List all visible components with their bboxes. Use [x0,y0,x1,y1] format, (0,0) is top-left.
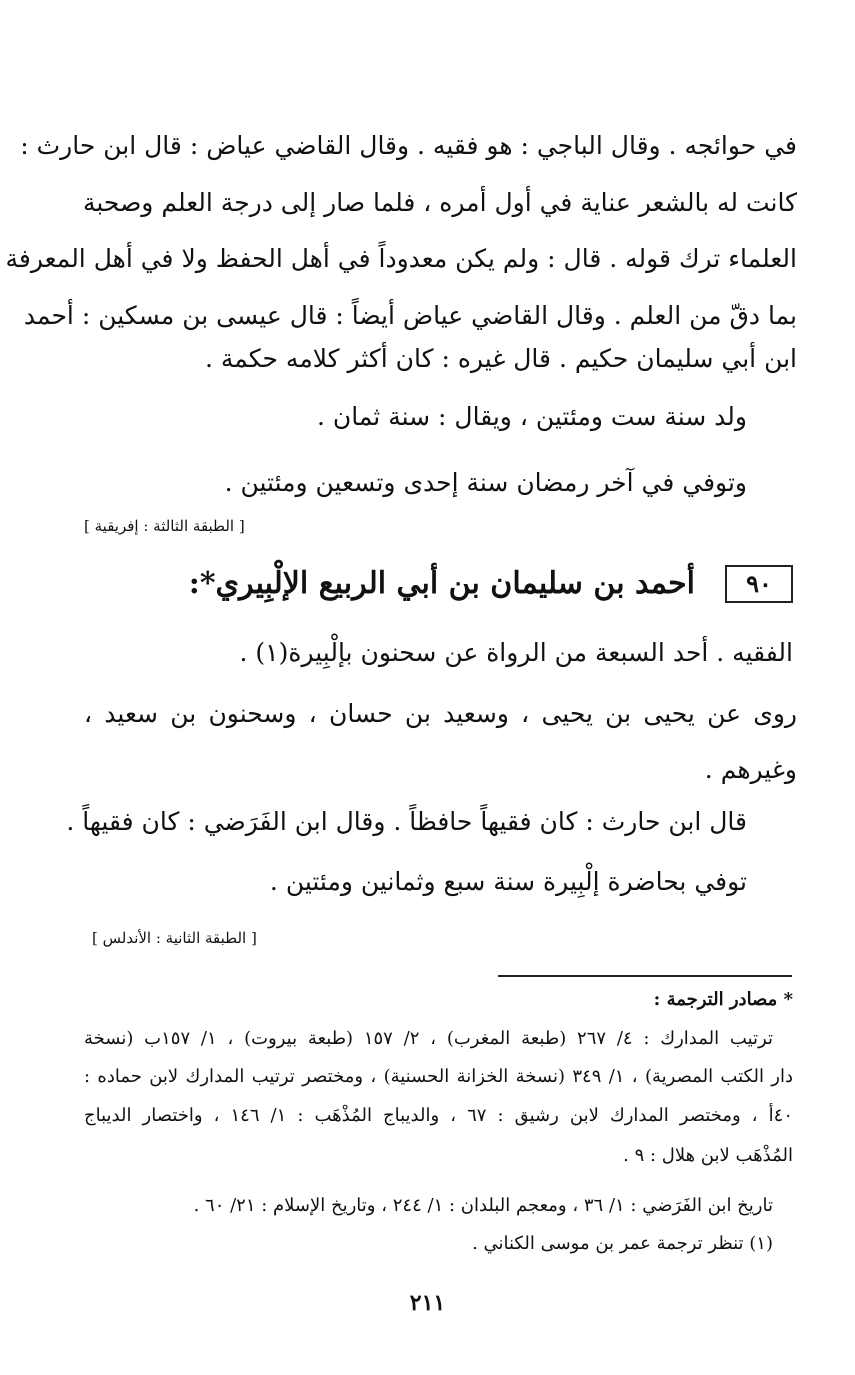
entry-number-box: ٩٠ [725,565,793,603]
footnote-separator [498,975,792,977]
footnote-line: ٤٠أ ، ومختصر المدارك لابن رشيق : ٦٧ ، والديباج المُذْهَب : ١/ ١٤٦ ، واختصار الديباج [84,1105,793,1126]
body-line: العلماء ترك قوله . قال : ولم يكن معدوداً في أهل الحفظ ولا في أهل المعرفة [5,244,797,273]
entry-heading [84,560,793,610]
entry-title: أحمد بن سليمان بن أبي الربيع الإلْبِيري*: [188,566,695,601]
body-line: وتوفي في آخر رمضان سنة إحدى وتسعين ومئتين . [224,468,747,497]
footnote-line: دار الكتب المصرية) ، ١/ ٣٤٩ (نسخة الخزانة الحسنية) ، ومختصر ترتيب المدارك لابن حماده : [84,1066,794,1087]
body-line: ابن أبي سليمان حكيم . قال غيره : كان أكثر كلامه حكمة . [204,344,797,373]
entry-line: قال ابن حارث : كان فقيهاً حافظاً . وقال ابن الفَرَضي : كان فقيهاً . [66,807,747,836]
page-number: ٢١١ [409,1290,446,1316]
footnote-line: تاريخ ابن الفَرَضي : ١/ ٣٦ ، ومعجم البلدان : ١/ ٢٤٤ ، وتاريخ الإسلام : ٢١/ ٦٠ . [193,1195,773,1216]
body-line: كانت له بالشعر عناية في أول أمره ، فلما صار إلى درجة العلم وصحبة [82,188,797,217]
entry-line: وغيرهم . [704,755,797,784]
body-line: ولد سنة ست ومئتين ، ويقال : سنة ثمان . [316,402,747,431]
footnote-line: ترتيب المدارك : ٤/ ٢٦٧ (طبعة المغرب) ، ٢/ ١٥٧ (طبعة بيروت) ، ١/ ١٥٧ب (نسخة [84,1028,773,1049]
body-line: بما دقّ من العلم . وقال القاضي عياض أيضاً : قال عيسى بن مسكين : أحمد [23,301,797,330]
body-line: في حوائجه . وقال الباجي : هو فقيه . وقال القاضي عياض : قال ابن حارث : [20,131,797,160]
generation-tag: [ الطبقة الثالثة : إفريقية ] [84,517,245,535]
entry-line: توفي بحاضرة إلْبِيرة سنة سبع وثمانين ومئتين . [269,867,747,896]
generation-tag: [ الطبقة الثانية : الأندلس ] [92,929,257,947]
footnote-line: المُذْهَب لابن هلال : ٩ . [623,1145,793,1166]
entry-line: الفقيه . أحد السبعة من الرواة عن سحنون بإلْبِيرة(١) . [239,638,793,667]
entry-line: روى عن يحيى بن يحيى ، وسعيد بن حسان ، وسحنون بن سعيد ، [84,699,797,728]
footnote-line: (١) تنظر ترجمة عمر بن موسى الكناني . [472,1233,773,1254]
footnote-heading: * مصادر الترجمة : [653,989,793,1010]
